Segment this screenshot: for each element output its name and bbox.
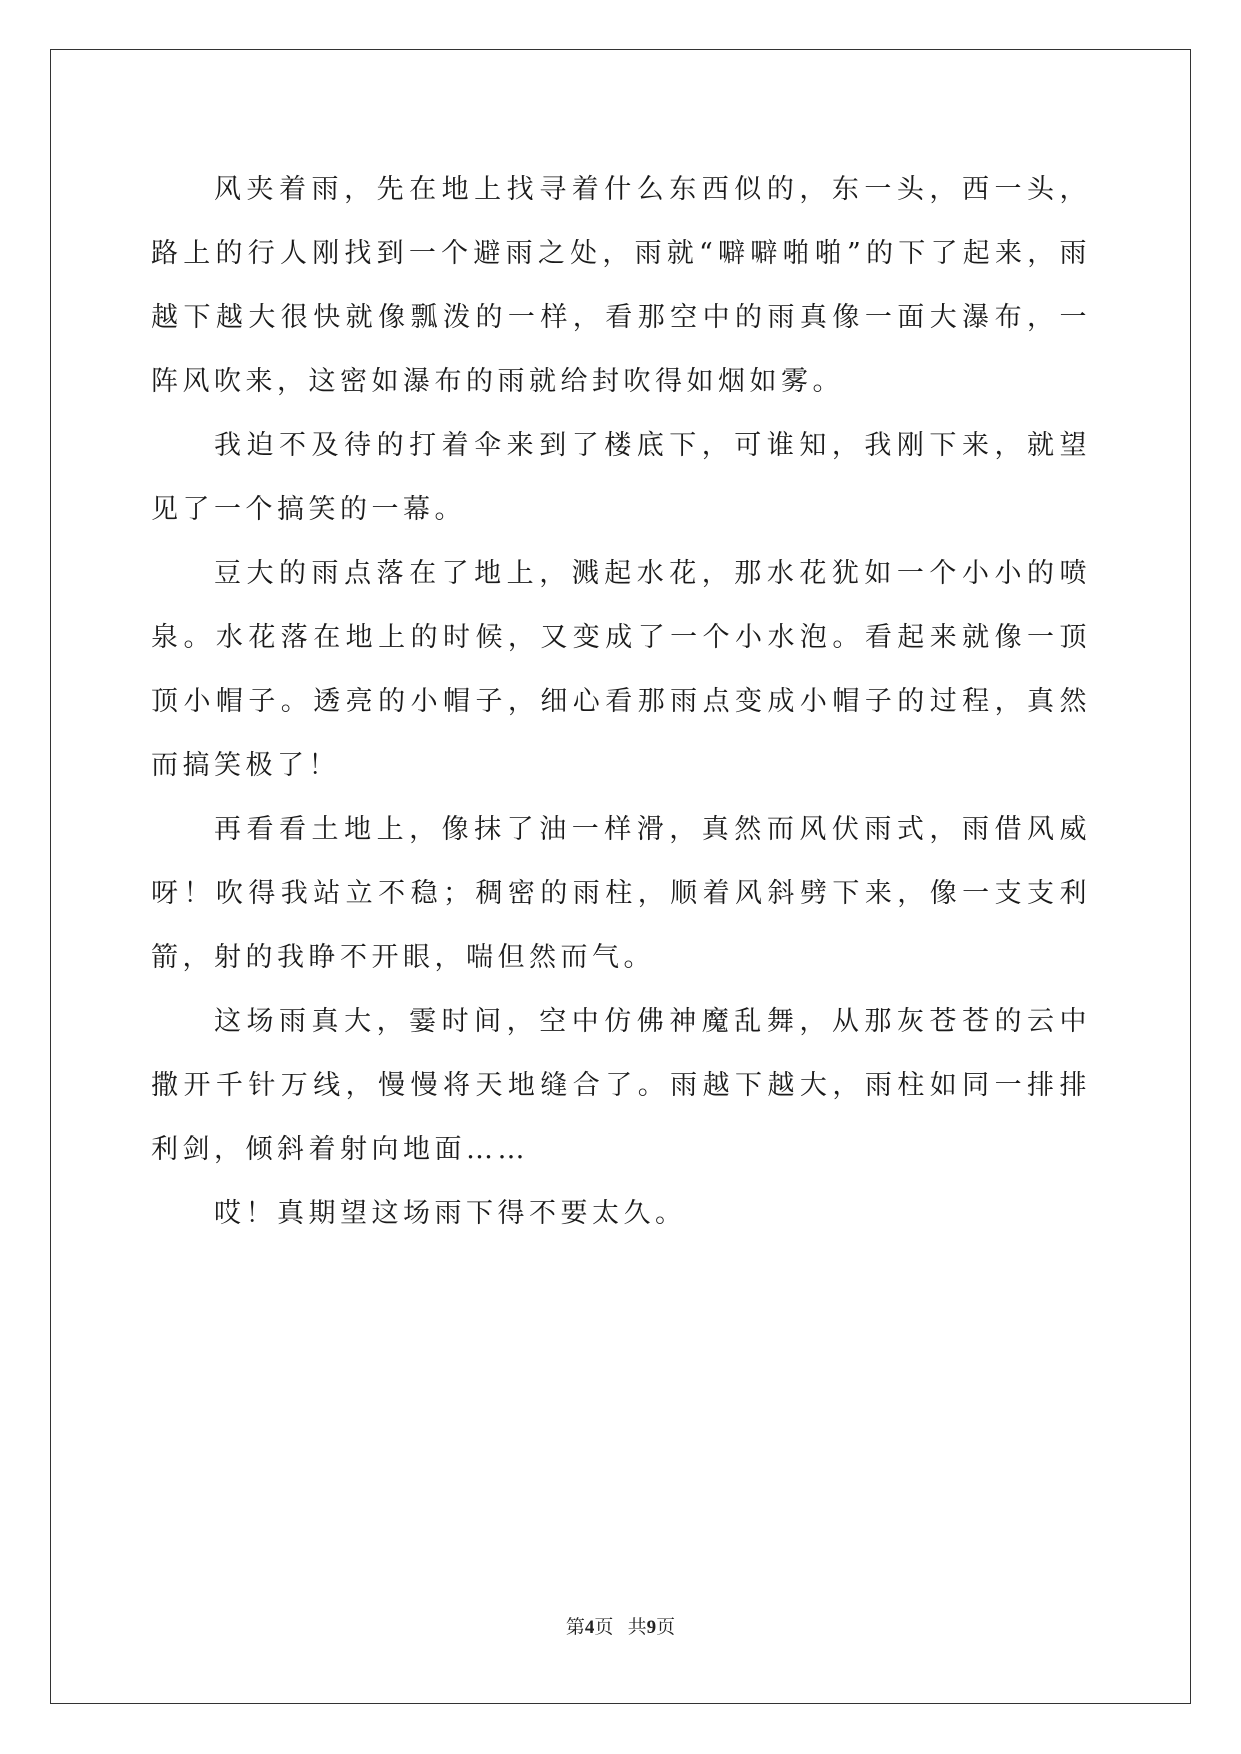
paragraph: 豆大的雨点落在了地上，溅起水花，那水花犹如一个小小的喷泉。水花落在地上的时候，又变成了一个小水泡。看起来就像一顶顶小帽子。透亮的小帽子，细心看那雨点变成小帽子的过程，真然而搞笑极了！ bbox=[151, 558, 1091, 781]
document-body bbox=[151, 158, 1091, 1246]
total-suffix: 页 bbox=[656, 1617, 676, 1638]
paragraph: 哎！真期望这场雨下得不要太久。 bbox=[214, 1198, 687, 1229]
total-prefix: 共 bbox=[627, 1617, 647, 1638]
paragraph: 再看看土地上，像抹了油一样滑，真然而风伏雨式，雨借风威呀！吹得我站立不稳；稠密的雨柱，顺着风斜劈下来，像一支支利箭，射的我睁不开眼，喘但然而气。 bbox=[151, 814, 1091, 973]
paragraph: 风夹着雨，先在地上找寻着什么东西似的，东一头，西一头，路上的行人刚找到一个避雨之处，雨就“噼噼啪啪”的下了起来，雨越下越大很快就像瓢泼的一样，看那空中的雨真像一面大瀑布，一阵风吹来，这密如瀑布的雨就给封吹得如烟如雾。 bbox=[151, 174, 1091, 397]
page-suffix: 页 bbox=[594, 1617, 614, 1638]
paragraph: 这场雨真大，霎时间，空中仿佛神魔乱舞，从那灰苍苍的云中撒开千针万线，慢慢将天地缝合了。雨越下越大，雨柱如同一排排利剑，倾斜着射向地面…… bbox=[151, 1006, 1091, 1165]
page-footer bbox=[0, 1612, 1241, 1639]
page-prefix: 第 bbox=[565, 1617, 585, 1638]
total-pages: 9 bbox=[646, 1617, 657, 1638]
paragraph: 我迫不及待的打着伞来到了楼底下，可谁知，我刚下来，就望见了一个搞笑的一幕。 bbox=[151, 430, 1091, 525]
page-number: 4 bbox=[584, 1617, 595, 1638]
